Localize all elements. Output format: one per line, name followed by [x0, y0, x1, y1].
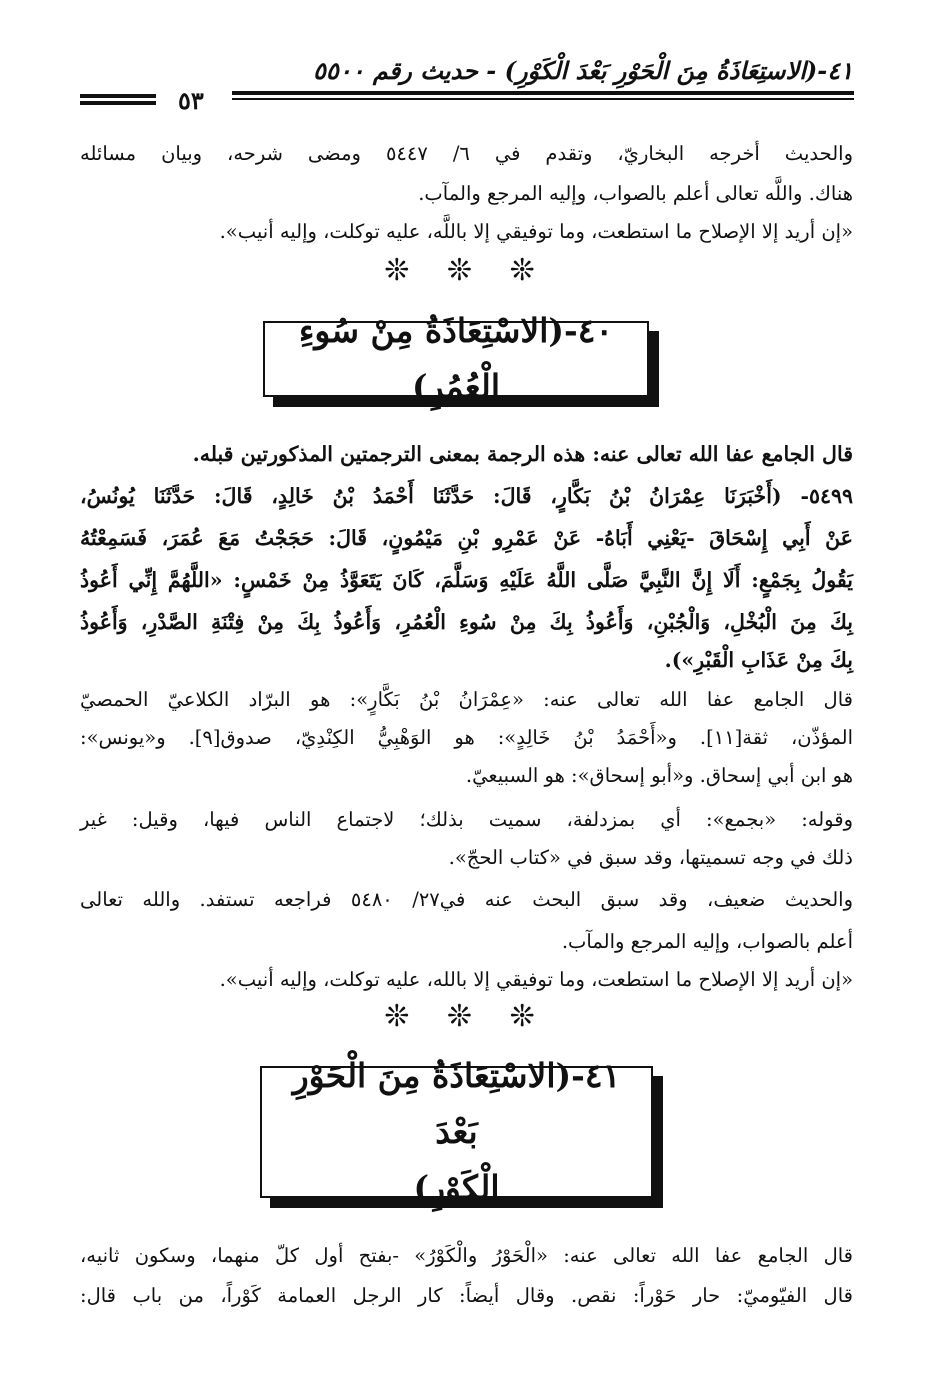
text-line: قال الجامع عفا الله تعالى عنه: هذه الرجمة بمعنى الترجمتين المذكورتين قبله. — [192, 442, 853, 466]
section-heading: ٤٠-(الاسْتِعَاذَةُ مِنْ سُوءِ الْعُمُرِ) — [298, 311, 614, 406]
section-heading-line-1: ٤١-(الاسْتِعَاذَةُ مِنَ الْحَوْرِ بَعْدَ — [292, 1056, 621, 1151]
hadith-line: ٥٤٩٩- (أَخْبَرَنَا عِمْرَانُ بْنُ بَكَّارٍ، قَالَ: حَدَّثَنَا أَحْمَدُ بْنُ خَالِدٍ، قَالَ: حَدَّثَنَا يُونُسُ، — [80, 484, 853, 508]
text-line: المؤذّن، ثقة[١١]. و«أَحْمَدُ بْنُ خَالِدٍ»: هو الوَهْبِيُّ الكِنْدِيّ، صدوق[٩]. و«يونس»: — [80, 726, 853, 749]
header-rule — [232, 98, 854, 100]
section-heading-box — [263, 311, 649, 406]
text-line: قال الفيّوميّ: حار حَوْراً: نقص. وقال أيضاً: كار الرجل العمامة كَوْراً، من باب قال: — [80, 1284, 853, 1307]
section-heading-line-2: الْكَوْرِ) — [413, 1168, 500, 1207]
header-rule — [80, 94, 156, 98]
text-line: «إن أريد إلا الإصلاح ما استطعت، وما توفيقي إلا بالله، عليه توكلت، وإليه أنيب». — [219, 968, 853, 991]
text-line: والحديث أخرجه البخاريّ، وتقدم في ٦/ ٥٤٤٧ ومضى شرحه، وبيان مسائله — [80, 142, 853, 165]
hadith-line: يَقُولُ بِجَمْعٍ: أَلَا إِنَّ النَّبِيَّ صَلَّى اللَّهُ عَلَيْهِ وَسَلَّمَ، كَانَ يَتَعَوَّذُ مِنْ خَمْسٍ: «اللَّهُمَّ إِنِّي أَعُوذُ — [80, 568, 853, 592]
separator-stars: ❊ ❊ ❊ — [384, 999, 549, 1034]
text-line: هناك. واللَّه تعالى أعلم بالصواب، وإليه المرجع والمآب. — [418, 182, 853, 205]
text-line: هو ابن أبي إسحاق. و«أبو إسحاق»: هو السبيعيّ. — [465, 764, 853, 787]
text-line: أعلم بالصواب، وإليه المرجع والمآب. — [561, 930, 853, 953]
header-rule — [232, 91, 854, 95]
hadith-line: عَنْ أَبِي إِسْحَاقَ -يَعْنِي أَبَاهُ- عَنْ عَمْرِو بْنِ مَيْمُونٍ، قَالَ: حَجَجْتُ مَعَ عُمَرَ، فَسَمِعْتُهُ — [80, 526, 853, 550]
hadith-line: بِكَ مِنَ الْبُخْلِ، وَالْجُبْنِ، وَأَعُوذُ بِكَ مِنْ سُوءِ الْعُمُرِ، وَأَعُوذُ بِكَ مِنْ فِتْنَةِ الصَّدْرِ، وَأَعُوذُ — [80, 610, 853, 634]
text-line: «إن أريد إلا الإصلاح ما استطعت، وما توفيقي إلا باللَّه، عليه توكلت، وإليه أنيب». — [219, 220, 853, 243]
text-line: والحديث ضعيف، وقد سبق البحث عنه في٢٧/ ٥٤٨٠ فراجعه تستفد. والله تعالى — [80, 888, 853, 911]
separator-stars: ❊ ❊ ❊ — [384, 253, 549, 288]
page-number: ٥٣ — [178, 86, 204, 115]
text-line: وقوله: «بجمع»: أي بمزدلفة، سميت بذلك؛ لاجتماع الناس فيها، وقيل: غير — [80, 808, 853, 831]
text-line: قال الجامع عفا الله تعالى عنه: «عِمْرَانُ بْنُ بَكَّارٍ»: هو البرّاد الكلاعيّ الحمصيّ — [80, 688, 853, 711]
hadith-line: بِكَ مِنْ عَذَابِ الْقَبْرِ»). — [664, 648, 853, 672]
header-rule — [80, 101, 156, 105]
running-title: ٤١-(الاستِعَاذَةُ مِنَ الْحَوْرِ بَعْدَ الْكَوْرِ) - حديث رقم ٥٥٠٠ — [312, 56, 853, 85]
text-line: قال الجامع عفا الله تعالى عنه: «الْحَوْرُ والْكَوْرُ» -بفتح أول كلّ منهما، وسكون ثانيه، — [80, 1244, 853, 1267]
section-heading-box — [260, 1056, 653, 1207]
text-line: ذلك في وجه تسميتها، وقد سبق في «كتاب الحجّ». — [448, 846, 853, 869]
